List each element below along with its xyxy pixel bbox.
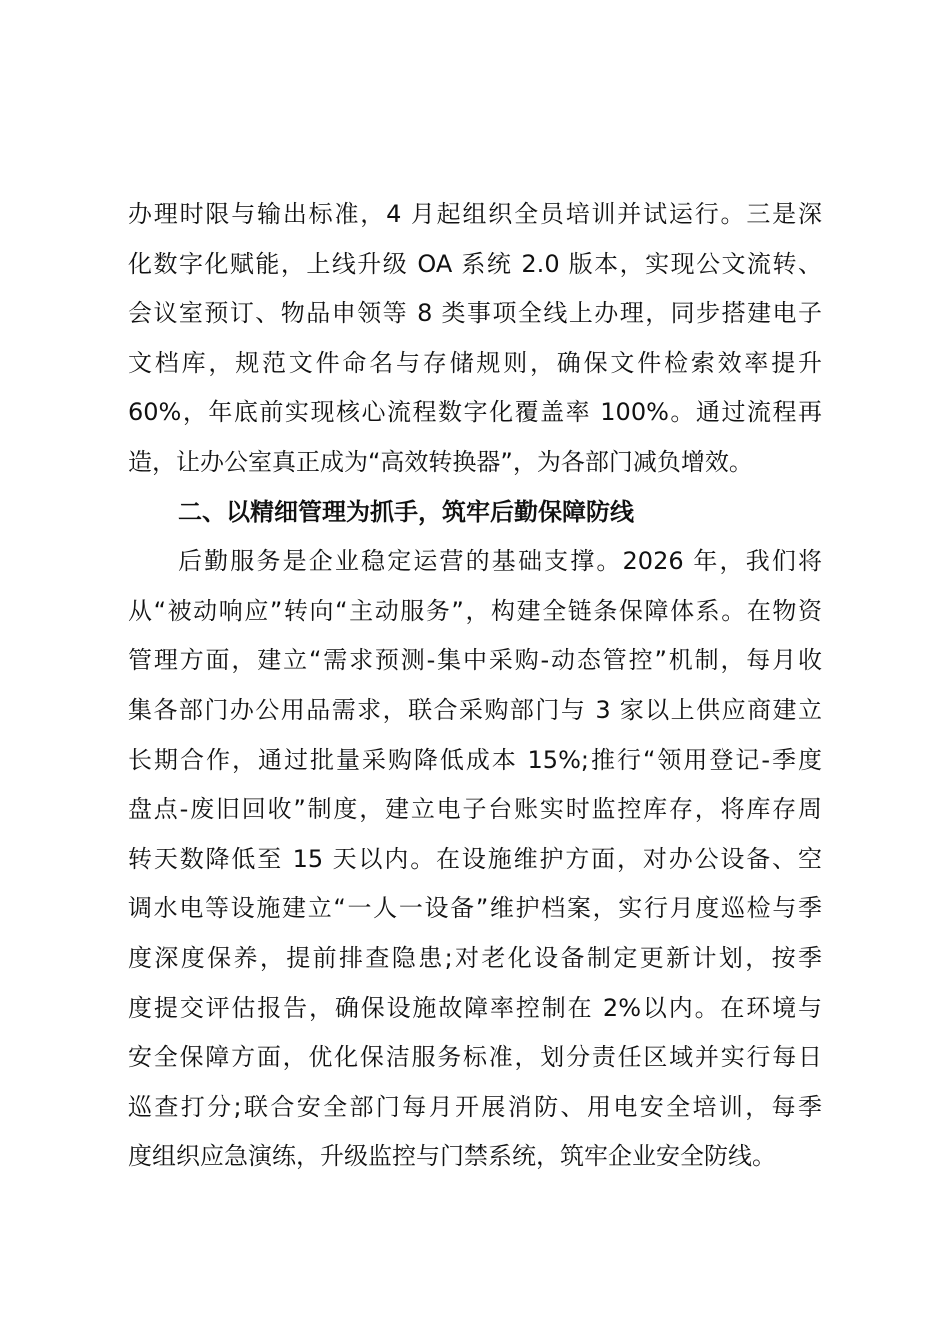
paragraph-line: 造，让办公室真正成为“高效转换器”，为各部门减负增效。 bbox=[128, 447, 753, 476]
paragraph-line: 后勤服务是企业稳定运营的基础支撑。2026 年，我们将 bbox=[178, 547, 822, 576]
paragraph-line: 度深度保养，提前排查隐患;对老化设备制定更新计划，按季 bbox=[128, 943, 822, 972]
paragraph-line: 度提交评估报告，确保设施故障率控制在 2%以内。在环境与 bbox=[128, 993, 822, 1022]
paragraph-line: 文档库，规范文件命名与存储规则，确保文件检索效率提升 bbox=[128, 348, 822, 377]
paragraph-line: 长期合作，通过批量采购降低成本 15%;推行“领用登记-季度 bbox=[128, 745, 822, 774]
paragraph-line: 转天数降低至 15 天以内。在设施维护方面，对办公设备、空 bbox=[128, 844, 822, 873]
paragraph-line: 化数字化赋能，上线升级 OA 系统 2.0 版本，实现公文流转、 bbox=[128, 249, 822, 278]
paragraph-line: 巡查打分;联合安全部门每月开展消防、用电安全培训，每季 bbox=[128, 1092, 822, 1121]
section-heading: 二、以精细管理为抓手，筑牢后勤保障防线 bbox=[178, 497, 634, 526]
document-page bbox=[128, 190, 822, 1182]
paragraph-line: 调水电等设施建立“一人一设备”维护档案，实行月度巡检与季 bbox=[128, 894, 822, 923]
paragraph-line: 办理时限与输出标准，4 月起组织全员培训并试运行。三是深 bbox=[128, 200, 822, 228]
paragraph-line: 60%，年底前实现核心流程数字化覆盖率 100%。通过流程再 bbox=[128, 398, 822, 427]
paragraph-line: 集各部门办公用品需求，联合采购部门与 3 家以上供应商建立 bbox=[128, 695, 822, 724]
paragraph-line: 会议室预订、物品申领等 8 类事项全线上办理，同步搭建电子 bbox=[128, 299, 822, 328]
paragraph-line: 盘点-废旧回收”制度，建立电子台账实时监控库存，将库存周 bbox=[128, 795, 822, 824]
paragraph-line: 安全保障方面，优化保洁服务标准，划分责任区域并实行每日 bbox=[128, 1043, 822, 1072]
paragraph-line: 从“被动响应”转向“主动服务”，构建全链条保障体系。在物资 bbox=[128, 596, 822, 625]
paragraph-line: 管理方面，建立“需求预测-集中采购-动态管控”机制，每月收 bbox=[128, 646, 822, 675]
paragraph-line: 度组织应急演练，升级监控与门禁系统，筑牢企业安全防线。 bbox=[128, 1142, 776, 1171]
